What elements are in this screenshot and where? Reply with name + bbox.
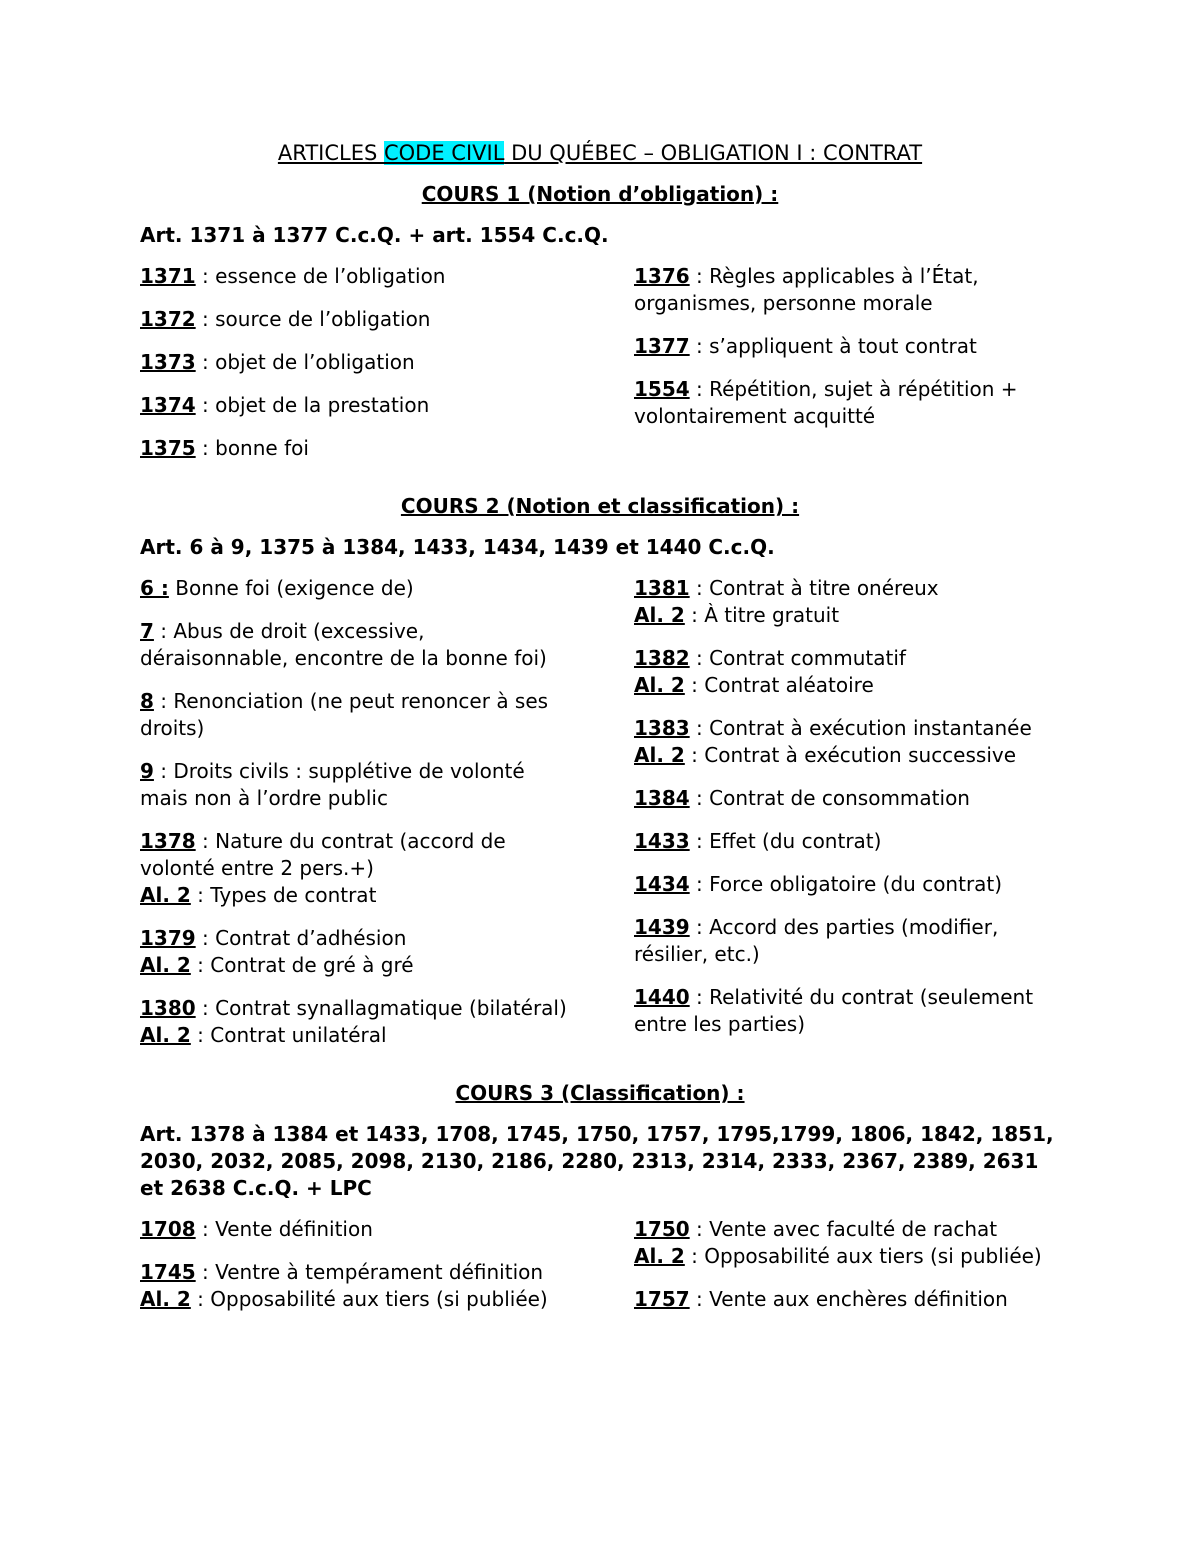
article-item (140, 758, 570, 812)
article-line (140, 952, 570, 979)
article-line (140, 1259, 570, 1286)
article-description: : Contrat à exécution instantanée (689, 716, 1032, 740)
article-number: 1757 (634, 1287, 690, 1311)
article-description: : Règles applicables à l’État, organismes, personne morale (634, 264, 979, 315)
article-line (634, 645, 1060, 672)
article-description: : s’appliquent à tout contrat (689, 334, 977, 358)
article-line (634, 333, 1060, 360)
article-description: : Effet (du contrat) (689, 829, 882, 853)
section-heading: COURS 3 (Classification) : (455, 1081, 745, 1105)
article-item (634, 914, 1060, 968)
article-line (140, 575, 570, 602)
article-number: 1378 (140, 829, 196, 853)
article-number: 1376 (634, 264, 690, 288)
article-item (634, 984, 1060, 1038)
article-description: : Contrat à titre onéreux (689, 576, 939, 600)
article-line (140, 758, 570, 812)
article-item (634, 263, 1060, 317)
article-description: : Contrat synallagmatique (bilatéral) (195, 996, 567, 1020)
article-number: 1440 (634, 985, 690, 1009)
article-item (140, 1216, 570, 1243)
article-line (634, 376, 1060, 430)
article-number: 6 : (140, 576, 169, 600)
article-line (634, 672, 1060, 699)
article-item (634, 333, 1060, 360)
article-number: 1372 (140, 307, 196, 331)
article-column-left (140, 1216, 570, 1329)
article-line (140, 1216, 570, 1243)
article-line (634, 715, 1060, 742)
article-description: : Opposabilité aux tiers (si publiée) (684, 1244, 1042, 1268)
article-description: : bonne foi (195, 436, 309, 460)
article-columns (140, 575, 1060, 1065)
article-line (140, 392, 570, 419)
articles-line: Art. 6 à 9, 1375 à 1384, 1433, 1434, 1439 et 1440 C.c.Q. (140, 535, 775, 559)
article-description: : Nature du contrat (accord de volonté entre 2 pers.+) (140, 829, 506, 880)
article-line (140, 1286, 570, 1313)
article-number: Al. 2 (140, 953, 191, 977)
article-number: Al. 2 (634, 603, 685, 627)
article-number: Al. 2 (140, 1287, 191, 1311)
article-description: : Renonciation (ne peut renoncer à ses droits) (140, 689, 549, 740)
section-heading: COURS 1 (Notion d’obligation) : (421, 182, 779, 206)
title-highlight: CODE CIVIL (383, 141, 505, 165)
article-item (140, 306, 570, 333)
article-number: 9 (140, 759, 154, 783)
title-suffix: DU QUÉBEC – OBLIGATION I : CONTRAT (504, 141, 923, 165)
article-number: 1377 (634, 334, 690, 358)
article-description: : Vente définition (195, 1217, 373, 1241)
article-line (634, 575, 1060, 602)
article-number: 1371 (140, 264, 196, 288)
article-item (140, 618, 570, 672)
article-description: : objet de l’obligation (195, 350, 415, 374)
article-description: : Contrat d’adhésion (195, 926, 407, 950)
article-line (634, 785, 1060, 812)
article-number: 1384 (634, 786, 690, 810)
articles-line: Art. 1378 à 1384 et 1433, 1708, 1745, 1750, 1757, 1795,1799, 1806, 1842, 1851, 2030, 2032, 2085, 2098, 2130, 2186, 2280, 2313, 2314, 2333, 2367, 2389, 2631 et 2638 C.c.Q. + LPC (140, 1122, 1054, 1200)
article-line (140, 306, 570, 333)
article-item (634, 871, 1060, 898)
article-item (634, 645, 1060, 699)
sections-container (140, 180, 1060, 1329)
articles-line: Art. 1371 à 1377 C.c.Q. + art. 1554 C.c.Q. (140, 223, 609, 247)
article-line (634, 871, 1060, 898)
article-line (140, 435, 570, 462)
document-page (140, 138, 1060, 1343)
article-line (140, 828, 570, 882)
article-description: : Accord des parties (modifier, résilier, etc.) (634, 915, 999, 966)
document-title (140, 138, 1060, 168)
article-line (634, 742, 1060, 769)
article-number: 8 (140, 689, 154, 713)
article-description: : Vente aux enchères définition (689, 1287, 1008, 1311)
article-line (634, 828, 1060, 855)
article-line (140, 995, 570, 1022)
article-line (140, 925, 570, 952)
article-number: 1380 (140, 996, 196, 1020)
article-columns (140, 1216, 1060, 1329)
article-description: : Contrat commutatif (689, 646, 906, 670)
article-line (140, 618, 570, 672)
article-line (140, 1022, 570, 1049)
article-item (634, 785, 1060, 812)
article-description: : Contrat à exécution successive (684, 743, 1017, 767)
article-number: Al. 2 (634, 1244, 685, 1268)
article-description: : Contrat aléatoire (684, 673, 874, 697)
article-line (140, 688, 570, 742)
article-column-right (634, 1216, 1060, 1329)
section-heading: COURS 2 (Notion et classification) : (400, 494, 800, 518)
article-item (140, 392, 570, 419)
title-prefix: ARTICLES (277, 141, 384, 165)
article-line (634, 1243, 1060, 1270)
article-number: 1433 (634, 829, 690, 853)
article-item (634, 376, 1060, 430)
article-description: : Relativité du contrat (seulement entre les parties) (634, 985, 1034, 1036)
article-number: 1374 (140, 393, 196, 417)
article-item (634, 575, 1060, 629)
article-item (140, 688, 570, 742)
article-description: : Contrat de consommation (689, 786, 970, 810)
article-line (634, 984, 1060, 1038)
article-description: : Opposabilité aux tiers (si publiée) (190, 1287, 548, 1311)
article-number: 1434 (634, 872, 690, 896)
article-item (634, 1286, 1060, 1313)
article-number: Al. 2 (634, 743, 685, 767)
article-item (634, 715, 1060, 769)
article-number: 1750 (634, 1217, 690, 1241)
article-item (140, 575, 570, 602)
article-column-right (634, 263, 1060, 478)
article-item (140, 435, 570, 462)
article-line (634, 263, 1060, 317)
article-number: 1383 (634, 716, 690, 740)
article-description: : Répétition, sujet à répétition + volontairement acquitté (634, 377, 1018, 428)
article-number: Al. 2 (140, 883, 191, 907)
article-column-left (140, 263, 570, 478)
article-number: 1554 (634, 377, 690, 401)
article-column-right (634, 575, 1060, 1065)
article-description: : Contrat de gré à gré (190, 953, 414, 977)
article-line (634, 914, 1060, 968)
article-description: : source de l’obligation (195, 307, 431, 331)
article-number: 1745 (140, 1260, 196, 1284)
article-item (140, 349, 570, 376)
article-description: : essence de l’obligation (195, 264, 446, 288)
article-columns (140, 263, 1060, 478)
article-description: : Contrat unilatéral (190, 1023, 387, 1047)
article-line (140, 263, 570, 290)
article-item (634, 1216, 1060, 1270)
article-column-left (140, 575, 570, 1065)
article-description: Bonne foi (exigence de) (168, 576, 414, 600)
article-description: : Droits civils : supplétive de volonté mais non à l’ordre public (140, 759, 525, 810)
article-description: : Ventre à tempérament définition (195, 1260, 544, 1284)
article-description: : À titre gratuit (684, 603, 840, 627)
article-item (140, 263, 570, 290)
article-line (634, 1286, 1060, 1313)
article-line (634, 1216, 1060, 1243)
article-line (140, 349, 570, 376)
article-line (634, 602, 1060, 629)
article-description: : Types de contrat (190, 883, 377, 907)
article-number: 7 (140, 619, 154, 643)
article-item (634, 828, 1060, 855)
article-item (140, 1259, 570, 1313)
article-number: Al. 2 (634, 673, 685, 697)
article-number: 1373 (140, 350, 196, 374)
article-item (140, 828, 570, 909)
article-number: 1708 (140, 1217, 196, 1241)
article-number: 1382 (634, 646, 690, 670)
article-description: : Force obligatoire (du contrat) (689, 872, 1003, 896)
article-number: 1375 (140, 436, 196, 460)
article-number: Al. 2 (140, 1023, 191, 1047)
article-number: 1439 (634, 915, 690, 939)
article-description: : objet de la prestation (195, 393, 430, 417)
article-number: 1379 (140, 926, 196, 950)
article-description: : Abus de droit (excessive, déraisonnable, encontre de la bonne foi) (140, 619, 547, 670)
article-item (140, 995, 570, 1049)
article-description: : Vente avec faculté de rachat (689, 1217, 998, 1241)
article-line (140, 882, 570, 909)
article-number: 1381 (634, 576, 690, 600)
article-item (140, 925, 570, 979)
